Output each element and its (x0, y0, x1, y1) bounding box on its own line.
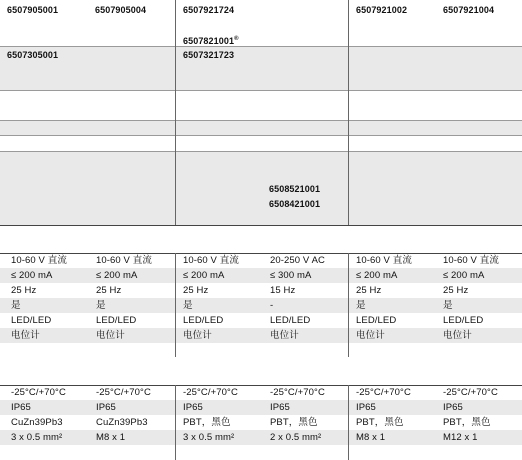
bot-row-5 (0, 445, 522, 460)
mechanical-spec-cell: 3 x 0.5 mm² (183, 432, 235, 443)
electrical-spec-cell: 电位计 (183, 330, 212, 341)
top-row-5 (0, 135, 522, 151)
electrical-spec-cell: 15 Hz (270, 285, 296, 296)
part-number: 6507305001 (7, 50, 59, 60)
electrical-spec-cell: 10-60 V 直流 (183, 255, 239, 266)
electrical-spec-cell: 10-60 V 直流 (356, 255, 412, 266)
electrical-spec-cell: 20-250 V AC (270, 255, 325, 266)
mid-row-7 (0, 343, 522, 357)
electrical-spec-cell: 是 (183, 300, 193, 311)
part-number: 6507905004 (95, 5, 147, 15)
electrical-spec-cell: 10-60 V 直流 (96, 255, 152, 266)
electrical-spec-cell: LED/LED (270, 315, 311, 326)
mechanical-spec-cell: CuZn39Pb3 (11, 417, 63, 428)
electrical-spec-cell: 25 Hz (356, 285, 382, 296)
part-number: 6507921004 (443, 5, 495, 15)
column-divider (348, 385, 349, 460)
mechanical-spec-cell: -25°C/+70°C (183, 387, 238, 398)
section-rule (0, 253, 522, 254)
mechanical-spec-cell: IP65 (356, 402, 376, 413)
column-divider (348, 0, 349, 225)
electrical-spec-cell: LED/LED (96, 315, 137, 326)
electrical-spec-cell: 25 Hz (96, 285, 122, 296)
electrical-spec-cell: - (270, 300, 274, 311)
electrical-spec-cell: LED/LED (183, 315, 224, 326)
electrical-spec-cell: 电位计 (11, 330, 40, 341)
top-row-3 (0, 90, 522, 120)
column-divider (348, 253, 349, 357)
mechanical-spec-cell: 2 x 0.5 mm² (270, 432, 322, 443)
rule (0, 90, 522, 91)
mechanical-spec-cell: IP65 (96, 402, 116, 413)
section-rule (0, 385, 522, 386)
electrical-spec-cell: 25 Hz (183, 285, 209, 296)
electrical-spec-cell: ≤ 200 mA (11, 270, 53, 281)
part-number-value: 6507821001 (183, 36, 235, 46)
mechanical-spec-cell: -25°C/+70°C (270, 387, 325, 398)
electrical-spec-cell: 是 (356, 300, 366, 311)
top-row-4 (0, 120, 522, 135)
mechanical-spec-cell: 3 x 0.5 mm² (11, 432, 63, 443)
mechanical-spec-cell: IP65 (443, 402, 463, 413)
electrical-spec-cell: ≤ 200 mA (356, 270, 398, 281)
mechanical-spec-cell: IP65 (183, 402, 203, 413)
part-number: 6507905001 (7, 5, 59, 15)
electrical-spec-cell: 是 (11, 300, 21, 311)
mechanical-spec-cell: PBT，黑色 (443, 417, 491, 428)
electrical-spec-cell: ≤ 200 mA (183, 270, 225, 281)
part-number (183, 33, 239, 47)
mechanical-spec-cell: PBT，黑色 (356, 417, 404, 428)
mechanical-spec-cell: -25°C/+70°C (443, 387, 498, 398)
part-number: 6507921724 (183, 5, 235, 15)
electrical-spec-cell: LED/LED (443, 315, 484, 326)
electrical-spec-cell: 10-60 V 直流 (443, 255, 499, 266)
mechanical-spec-cell: PBT，黑色 (183, 417, 231, 428)
electrical-spec-cell: 电位计 (96, 330, 125, 341)
column-divider (175, 253, 176, 357)
rule (0, 151, 522, 152)
mechanical-spec-cell: PBT，黑色 (270, 417, 318, 428)
electrical-spec-cell: 电位计 (443, 330, 472, 341)
column-divider (175, 0, 176, 225)
mechanical-spec-cell: CuZn39Pb3 (96, 417, 148, 428)
top-row-2 (0, 46, 522, 90)
mechanical-spec-cell: -25°C/+70°C (96, 387, 151, 398)
mechanical-spec-cell: -25°C/+70°C (356, 387, 411, 398)
electrical-spec-cell: ≤ 300 mA (270, 270, 312, 281)
mechanical-spec-cell: M8 x 1 (356, 432, 386, 443)
electrical-spec-cell: LED/LED (356, 315, 397, 326)
mechanical-spec-cell: -25°C/+70°C (11, 387, 66, 398)
mechanical-spec-cell: IP65 (11, 402, 31, 413)
top-row-6 (0, 151, 522, 225)
rule (0, 46, 522, 47)
section-rule (0, 225, 522, 226)
electrical-spec-cell: 电位计 (356, 330, 385, 341)
electrical-spec-cell: 25 Hz (11, 285, 37, 296)
part-number: 6508521001 (269, 184, 321, 194)
mechanical-spec-cell: M8 x 1 (96, 432, 126, 443)
part-number: 6508421001 (269, 199, 321, 209)
electrical-spec-cell: 是 (443, 300, 453, 311)
part-number: 6507321723 (183, 50, 235, 60)
electrical-spec-cell: 电位计 (270, 330, 299, 341)
electrical-spec-cell: ≤ 200 mA (96, 270, 138, 281)
electrical-spec-cell: LED/LED (11, 315, 52, 326)
registered-mark: ® (234, 36, 239, 42)
column-divider (175, 385, 176, 460)
rule (0, 135, 522, 136)
electrical-spec-cell: 10-60 V 直流 (11, 255, 67, 266)
electrical-spec-cell: ≤ 200 mA (443, 270, 485, 281)
part-number: 6507921002 (356, 5, 408, 15)
mechanical-spec-cell: M12 x 1 (443, 432, 478, 443)
rule (0, 120, 522, 121)
electrical-spec-cell: 是 (96, 300, 106, 311)
electrical-spec-cell: 25 Hz (443, 285, 469, 296)
mechanical-spec-cell: IP65 (270, 402, 290, 413)
